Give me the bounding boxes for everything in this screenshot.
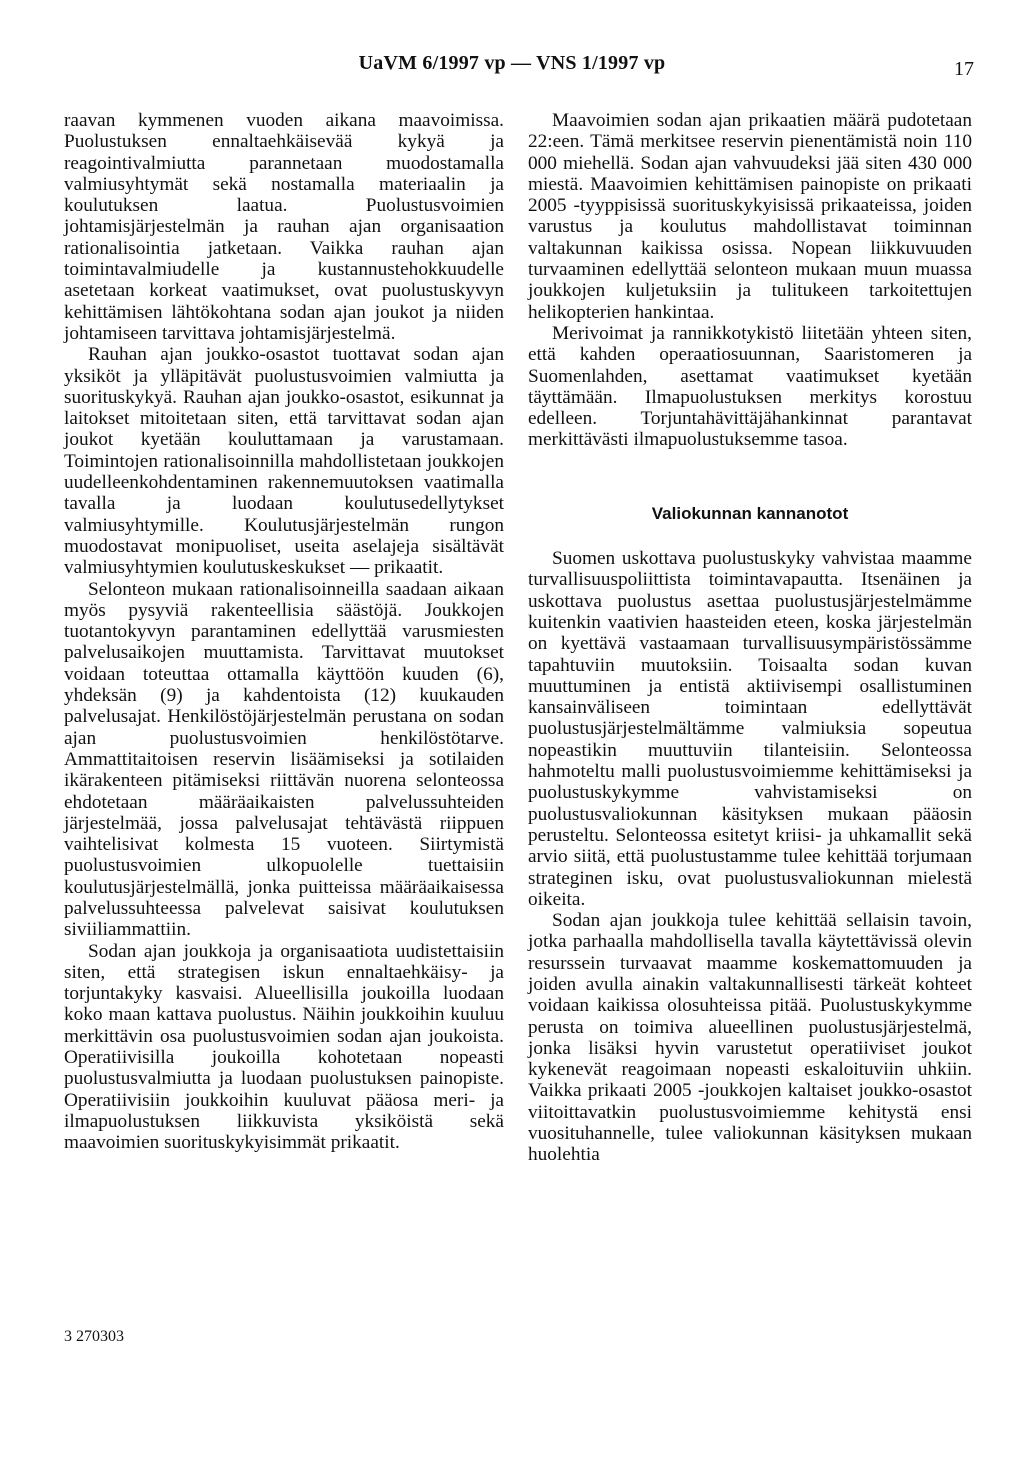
body-paragraph: Sodan ajan joukkoja tulee kehittää sellaisin tavoin, jotka parhaalla mahdollisella tavalla käytettävissä olevin resurssein turvaavat maamme koskemattomuuden ja joiden avulla ainakin valtakunnallisesti tärkeät kohteet voidaan kaikissa olosuhteissa pitää. Puolustuskykymme perusta on toimiva alueellinen puolustusjärjestelmä, jonka lisäksi hyvin varustetut operatiiviset joukot kykenevät reagoimaan nopeasti eskaloituviin uhkiin. Vaikka prikaati 2005 -joukkojen kaltaiset joukko-osastot viitoittavatkin puolustusvoimiemme kehitystä ensi vuosituhannelle, tulee valiokunnan käsityksen mukaan huolehtia bbox=[528, 910, 972, 1166]
section-heading: Valiokunnan kannanotot bbox=[651, 503, 849, 523]
page-header bbox=[0, 52, 1024, 82]
document-reference: UaVM 6/1997 vp — VNS 1/1997 vp bbox=[358, 52, 666, 74]
body-paragraph: Maavoimien sodan ajan prikaatien määrä pudotetaan 22:een. Tämä merkitsee reservin pienentämistä noin 110 000 miehellä. Sodan ajan vahvuudeksi jää siten 430 000 miestä. Maavoimien kehittämisen painopiste on prikaati 2005 -tyyppisissä suorituskykyisissä prikaateissa, joiden varustus ja koulutus mahdollistavat toiminnan valtakunnan kaikissa osissa. Nopean liikkuvuuden turvaaminen edellyttää selonteon mukaan muun muassa joukkojen kuljetuksiin ja tulitukeen tarkoitettujen helikopterien hankintaa. bbox=[528, 110, 972, 323]
left-column bbox=[64, 110, 504, 1154]
body-paragraph: Sodan ajan joukkoja ja organisaatiota uudistettaisiin siten, että strategisen iskun ennaltaehkäisy- ja torjuntakyky kasvaisi. Alueellisilla joukoilla luodaan koko maan kattava puolustus. Näihin joukkoihin kuuluu merkittävin osa puolustusvoimien sodan ajan joukoista. Operatiivisilla joukoilla kohotetaan nopeasti puolustusvalmiutta ja luodaan puolustuksen painopiste. Operatiivisiin joukkoihin kuuluvat pääosa meri- ja ilmapuolustuksen liikkuvista yksiköistä sekä maavoimien suorituskykyisimmät prikaatit. bbox=[64, 940, 504, 1154]
body-paragraph: Selonteon mukaan rationalisoinneilla saadaan aikaan myös pysyviä rakenteellisia säästöjä. Joukkojen tuotantokyvyn parantaminen edellyttää varusmiesten palvelusaikojen muuttamista. Tarvittavat muutokset voidaan toteuttaa ottamalla käyttöön kuuden (6), yhdeksän (9) ja kahdentoista (12) kuukauden palvelusajat. Henkilöstöjärjestelmän perustana on sodan ajan puolustusvoimien henkilöstötarve. Ammattitaitoisen reservin lisäämiseksi ja sotilaiden ikärakenteen pitämiseksi riittävän nuorena selonteossa ehdotetaan määräaikaisten palvelussuhteiden järjestelmää, jossa palvelusajat tehtävästä riippuen vaihtelisivat kolmesta 15 vuoteen. Siirtymistä puolustusvoimien ulkopuolelle tuettaisiin koulutusjärjestelmällä, jonka puitteissa määräaikaisessa palvelussuhteessa palvelevat saisivat koulutuksen siviiliammattiin. bbox=[64, 578, 504, 941]
body-paragraph: Rauhan ajan joukko-osastot tuottavat sodan ajan yksiköt ja ylläpitävät puolustusvoimien valmiutta ja suorituskykyä. Rauhan ajan joukko-osastot, esikunnat ja laitokset mitoitetaan siten, että tarvittavat sodan ajan joukot kyetään kouluttamaan ja varustamaan. Toimintojen rationalisoinnilla mahdollistetaan joukkojen uudelleenkohdentaminen rakennemuutoksen vaatimalla tavalla ja luodaan koulutusedellytykset valmiusyhtymille. Koulutusjärjestelmän rungon muodostavat monipuoliset, useita aselajeja sisältävät valmiusyhtymien koulutuskeskukset — prikaatit. bbox=[64, 344, 504, 579]
page-number: 17 bbox=[954, 58, 974, 80]
body-paragraph: raavan kymmenen vuoden aikana maavoimissa. Puolustuksen ennaltaehkäisevää kykyä ja reagointivalmiutta parannetaan muodostamalla valmiusyhtymät sekä nostamalla materiaalin ja koulutuksen laatua. Puolustusvoimien johtamisjärjestelmän ja rauhan ajan organisaation rationalisointia jatketaan. Vaikka rauhan ajan toimintavalmiudelle ja kustannustehokkuudelle asetetaan korkeat vaatimukset, ovat puolustuskyvyn kehittämisen lähtökohtana sodan ajan joukot ja niiden johtamiseen tarvittava johtamisjärjestelmä. bbox=[64, 110, 504, 344]
right-column bbox=[528, 110, 972, 1166]
print-code: 3 270303 bbox=[64, 1328, 124, 1345]
body-paragraph: Merivoimat ja rannikkotykistö liitetään yhteen siten, että kahden operaatiosuunnan, Saaristomeren ja Suomenlahden, asettamat vaatimukset kyetään täyttämään. Ilmapuolustuksen merkitys korostuu edelleen. Torjuntahävittäjähankinnat parantavat merkittävästi ilmapuolustuksemme tasoa. bbox=[528, 322, 972, 451]
body-paragraph: Suomen uskottava puolustuskyky vahvistaa maamme turvallisuuspoliittista toimintavapautta. Itsenäinen ja uskottava puolustus asettaa puolustusjärjestelmämme kuitenkin vaativien haasteiden eteen, koska järjestelmän on kyettävä vastaamaan turvallisuusympäristössämme tapahtuviin muutoksiin. Toisaalta sodan kuvan muuttuminen ja entistä aktiivisempi osallistuminen kansainväliseen toimintaan edellyttävät puolustusjärjestelmältämme valmiuksia sopeutua nopeastikin muuttuviin tilanteisiin. Selonteossa hahmoteltu malli puolustusvoimiemme kehittämiseksi ja puolustuskykymme vahvistamiseksi on puolustusvaliokunnan käsityksen mukaan pääosin perusteltu. Selonteossa esitetyt kriisi- ja uhkamallit sekä arvio siitä, että puolustustamme tulee kehittää torjumaan strateginen isku, ovat puolustusvaliokunnan mielestä oikeita. bbox=[528, 548, 972, 910]
